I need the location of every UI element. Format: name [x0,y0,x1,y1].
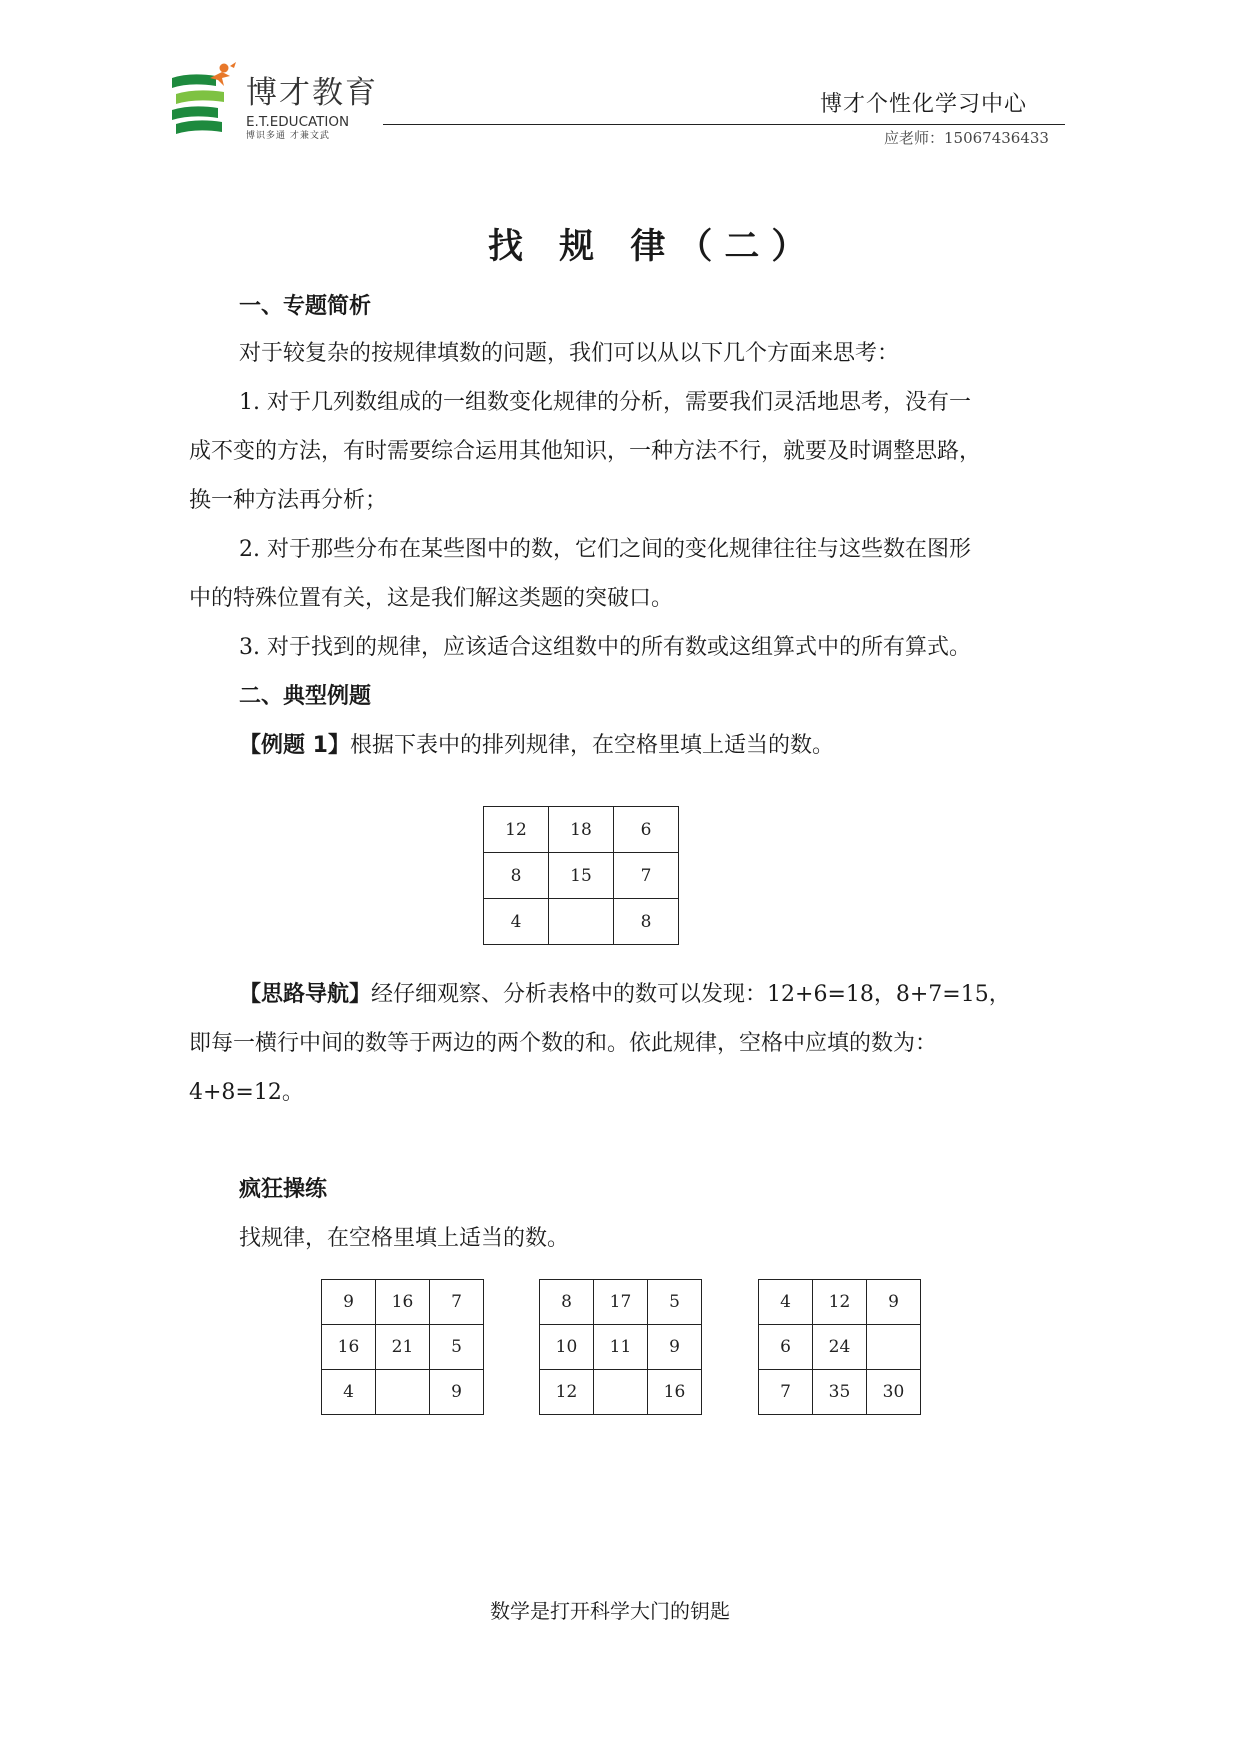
example-prompt [239,731,834,761]
table-cell: 6 [759,1325,813,1370]
hint-label: 【思路导航】 [239,982,372,1007]
table-cell: 8 [484,853,549,899]
table-row [540,1370,702,1415]
hint-line3: 4+8=12。 [189,1080,304,1105]
table-cell: 16 [376,1280,430,1325]
center-name: 博才个性化学习中心 [820,92,1028,117]
table-cell: 17 [594,1280,648,1325]
page-footer: 数学是打开科学大门的钥匙 [490,1599,730,1623]
table-row [540,1280,702,1325]
practice-heading: 疯狂操练 [239,1177,328,1202]
table-cell: 7 [430,1280,484,1325]
table-cell: 15 [549,853,614,899]
table-cell: 9 [322,1280,376,1325]
example-text: 根据下表中的排列规律，在空格里填上适当的数。 [349,733,834,758]
table-cell: 9 [430,1370,484,1415]
table-cell: 30 [867,1370,921,1415]
table-cell: 7 [614,853,679,899]
table-cell: 4 [759,1280,813,1325]
section1-point2-line2: 中的特殊位置有关，这是我们解这类题的突破口。 [189,586,674,611]
table-row [484,807,679,853]
section1-point1-line2: 成不变的方法，有时需要综合运用其他知识，一种方法不行，就要及时调整思路， [189,439,982,464]
table-row [759,1280,921,1325]
table-cell: 10 [540,1325,594,1370]
practice-table-1 [321,1279,484,1415]
table-cell: 6 [614,807,679,853]
table-cell: 12 [540,1370,594,1415]
blank-cell[interactable] [594,1370,648,1415]
table-row [540,1325,702,1370]
section1-point1-line1: 1. 对于几列数组成的一组数变化规律的分析，需要我们灵活地思考，没有一 [239,390,971,415]
table-cell: 4 [484,899,549,945]
table-row [484,853,679,899]
table-cell: 18 [549,807,614,853]
table-cell: 21 [376,1325,430,1370]
blank-cell[interactable] [376,1370,430,1415]
table-cell: 9 [867,1280,921,1325]
logo-books-icon [170,62,242,140]
table-row [322,1370,484,1415]
practice-table-3 [758,1279,921,1415]
practice-table-2 [539,1279,702,1415]
document-title: 找 规 律（二） [488,227,819,267]
blank-cell[interactable] [549,899,614,945]
section1-point3: 3. 对于找到的规律，应该适合这组数中的所有数或这组算式中的所有算式。 [239,635,971,660]
example-table [483,806,679,945]
logo-english-name: E.T.EDUCATION [246,114,350,130]
table-row [322,1325,484,1370]
table-cell: 8 [540,1280,594,1325]
table-row [484,899,679,945]
hint-line1 [239,980,1011,1010]
logo-graphic [170,62,242,140]
logo-name: 博才教育 [246,75,378,111]
teacher-contact: 应老师：15067436433 [884,129,1049,147]
table-cell: 16 [322,1325,376,1370]
table-cell: 16 [648,1370,702,1415]
header-divider [383,124,1065,125]
table-cell: 35 [813,1370,867,1415]
practice-instruction: 找规律，在空格里填上适当的数。 [239,1226,570,1251]
example-label: 【例题 1】 [239,733,350,758]
table-cell: 11 [594,1325,648,1370]
section2-heading: 二、典型例题 [239,684,372,709]
hint-line2: 即每一横行中间的数等于两边的两个数的和。依此规律，空格中应填的数为： [189,1031,938,1056]
section1-point1-line3: 换一种方法再分析； [189,488,388,513]
table-row [322,1280,484,1325]
logo-slogan: 博识多通 才兼文武 [246,131,330,141]
table-cell: 12 [484,807,549,853]
hint-text: 经仔细观察、分析表格中的数可以发现：12+6=18，8+7=15， [371,982,1011,1007]
table-cell: 5 [430,1325,484,1370]
table-cell: 24 [813,1325,867,1370]
table-cell: 4 [322,1370,376,1415]
table-row [759,1325,921,1370]
table-row [759,1370,921,1415]
blank-cell[interactable] [867,1325,921,1370]
table-cell: 7 [759,1370,813,1415]
table-cell: 5 [648,1280,702,1325]
section1-heading: 一、专题简析 [239,294,372,319]
section1-intro: 对于较复杂的按规律填数的问题，我们可以从以下几个方面来思考： [239,341,900,366]
table-cell: 12 [813,1280,867,1325]
table-cell: 9 [648,1325,702,1370]
table-cell: 8 [614,899,679,945]
section1-point2-line1: 2. 对于那些分布在某些图中的数，它们之间的变化规律往往与这些数在图形 [239,537,971,562]
